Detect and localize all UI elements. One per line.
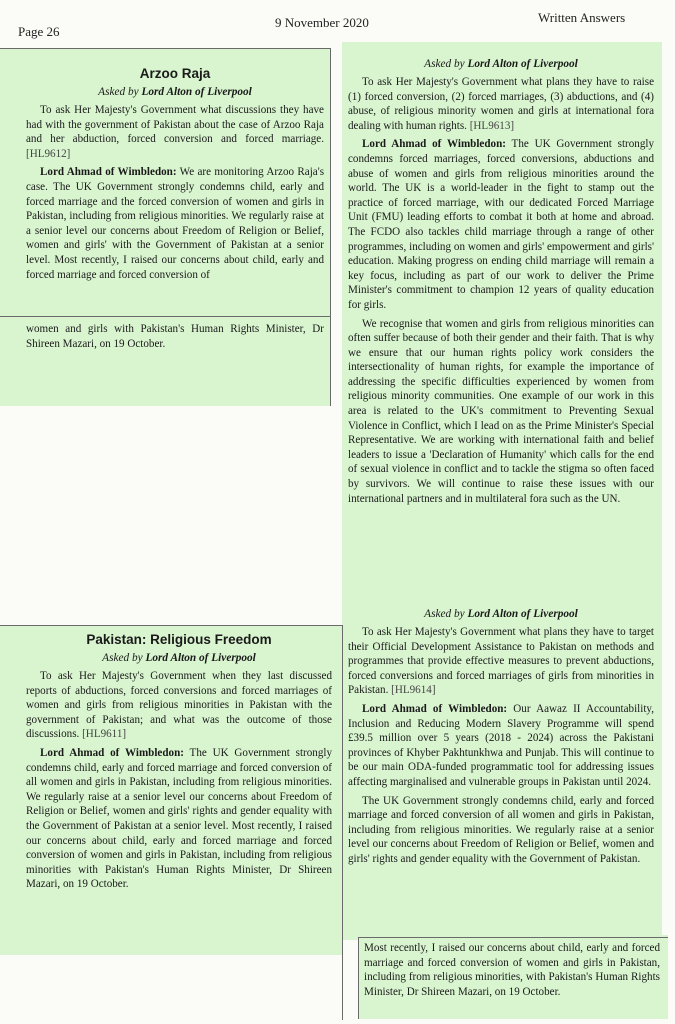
question-text <box>26 103 324 161</box>
answer-continuation: women and girls with Pakistan's Human Rights Minister, Dr Shireen Mazari, on 19 October. <box>26 323 324 350</box>
answer-speaker: Lord Ahmad of Wimbledon: <box>362 702 508 715</box>
asked-prefix: Asked by <box>98 86 139 98</box>
asked-by-line <box>348 58 654 70</box>
asked-prefix: Asked by <box>424 608 465 620</box>
hl9614-section <box>348 608 654 871</box>
answer-speaker: Lord Ahmad of Wimbledon: <box>40 166 177 179</box>
answer-speaker: Lord Ahmad of Wimbledon: <box>40 746 184 759</box>
question-body: To ask Her Majesty's Government when they last discussed reports of abductions, forced conversions and forced marriages of women and girls from religious minorities in Pakistan with the government of Pakistan; and what was the outcome of those discussions. <box>26 670 332 741</box>
asked-by-name: Lord Alton of Liverpool <box>145 652 256 664</box>
arzoo-raja-section <box>26 66 324 286</box>
asked-prefix: Asked by <box>424 58 465 70</box>
section-heading: Pakistan: Religious Freedom <box>86 632 272 647</box>
question-body: To ask Her Majesty's Government what plans they have to target their Official Development Assistance to Pakistan on methods and programmes that provide effective measures to prevent abductions, forced conversions and forced marriages of girls from minorities in Pakistan. <box>348 626 654 697</box>
answer-body: The UK Government strongly condemns forced marriages, forced conversions, abductions and abuse of women and girls from religious minorities around the world. The UK is a world-leader in the fight to stamp out the practice of forced marriage, with our dedicated Forced Marriage Unit (FMU) leading efforts to combat it both at home and abroad. The FCDO also tackles child marriage through a range of other programmes, including on women and girls' empowerment and girls' education. Making progress on ending child marriage will remain a key focus, including as part of our work to deliver the Prime Minister's commitment to champion 12 years of quality education for girls. <box>348 138 654 311</box>
right-cut-rule <box>358 937 668 938</box>
answer-paragraph-2: We recognise that women and girls from religious minorities can often suffer because of both their gender and their faith. That is why we ensure that our human rights policy work considers the intersectionality of human rights, for example the importance of addressing the specific difficulties experienced by women from religious minority communities. One example of our work in this area is related to the UK's commitment to Preventing Sexual Violence in Conflict, which I lead on as the Prime Minister's Special Representative. We are working with international faith and belief leaders to issue a 'Declaration of Humanity' which calls for the end of sexual violence in conflict and to tackle the stigma so often faced by survivors. We will continue to raise these issues with our international partners and in multilateral fora such as the UN. <box>348 317 654 505</box>
religious-freedom-section <box>26 632 332 896</box>
left-bottom-rule <box>0 625 342 626</box>
question-reference: [HL9614] <box>391 684 436 697</box>
right-cont-rule <box>358 937 359 1019</box>
answer-speaker: Lord Ahmad of Wimbledon: <box>362 138 506 151</box>
hl9613-section <box>348 58 654 510</box>
question-body: To ask Her Majesty's Government what discussions they have had with the government of Pakistan about the case of Arzoo Raja and her abduction, forced conversion and forced marriage. <box>26 104 324 146</box>
left-column-rule <box>330 48 331 406</box>
asked-by-name: Lord Alton of Liverpool <box>467 58 578 70</box>
page-number: Page 26 <box>18 24 60 39</box>
left-top-rule <box>0 48 330 49</box>
answer-body: Our Aawaz II Accountability, Inclusion and Reducing Modern Slavery Programme will spend £39.5 million over 5 years (2018 - 2024) across the Pakistani provinces of Khyber Pakhtunkhwa and Punjab. This will continue to be our main ODA-funded programmatic tool for addressing issues affecting marginalised and vulnerable groups in Pakistan until 2024. <box>348 702 655 788</box>
question-body: To ask Her Majesty's Government what plans they have to raise (1) forced conversion, (2) forced marriages, (3) abductions, and (4) abuse, of religious minority women and girls at international fora dealing with human rights. <box>348 76 654 132</box>
answer-body: We are monitoring Arzoo Raja's case. The UK Government strongly condemns child, early and forced marriage and the forced conversion of women and girls in Pakistan, including from religious minorities. We regularly raise at a senior level our concerns about Freedom of Religion or Belief, women and girls' with the Government of Pakistan at a senior level. Most recently, I raised our concerns about child, early and forced marriage and forced conversion of <box>26 166 325 281</box>
question-text <box>348 75 654 133</box>
center-column-rule <box>342 625 343 1020</box>
answer-text <box>26 746 332 892</box>
asked-by-name: Lord Alton of Liverpool <box>467 608 578 620</box>
asked-prefix: Asked by <box>102 652 143 664</box>
question-text <box>348 625 654 698</box>
asked-by-name: Lord Alton of Liverpool <box>141 86 252 98</box>
section-heading: Arzoo Raja <box>139 66 211 81</box>
question-reference: [HL9611] <box>82 728 127 741</box>
hl9614-continuation <box>364 941 660 1003</box>
question-reference: [HL9613] <box>469 119 515 132</box>
answer-continuation: Most recently, I raised our concerns about child, early and forced marriage and forced conversion of women and girls in Pakistan, including from religious minorities, with Pakistan's Human Rights Minister, Dr Shireen Mazari, on 19 October. <box>364 942 660 998</box>
answer-text <box>348 702 654 790</box>
answer-text <box>26 165 324 282</box>
left-cut-rule <box>0 316 330 317</box>
answer-paragraph-2: The UK Government strongly condemns child, early and forced marriage and forced conversion of all women and girls in Pakistan, including from religious minorities. We regularly raise at a senior level our concerns about Freedom of Religion or Belief, women and girls' rights and gender equality with the Government of Pakistan. <box>348 794 654 865</box>
question-text <box>26 669 332 742</box>
answer-body: The UK Government strongly condemns child, early and forced marriage and forced conversion of all women and girls in Pakistan, including from religious minorities. We regularly raise at a senior level our concerns about Freedom of Religion or Belief, women and girls' rights and gender equality with the Government of Pakistan at a senior level. Most recently, I raised our concerns about child, early and forced marriage and forced conversion of women and girls in Pakistan, including from religious minorities with Pakistan's Human Rights Minister, Dr Shireen Mazari, on 19 October. <box>26 746 332 891</box>
asked-by-line <box>348 608 654 620</box>
section-title: Written Answers <box>538 10 626 25</box>
answer-text <box>348 137 654 312</box>
asked-by-line <box>26 652 332 664</box>
arzoo-raja-continuation <box>26 322 324 355</box>
asked-by-line <box>26 86 324 98</box>
question-reference: [HL9612] <box>26 147 71 160</box>
page-date: 9 November 2020 <box>275 15 369 30</box>
